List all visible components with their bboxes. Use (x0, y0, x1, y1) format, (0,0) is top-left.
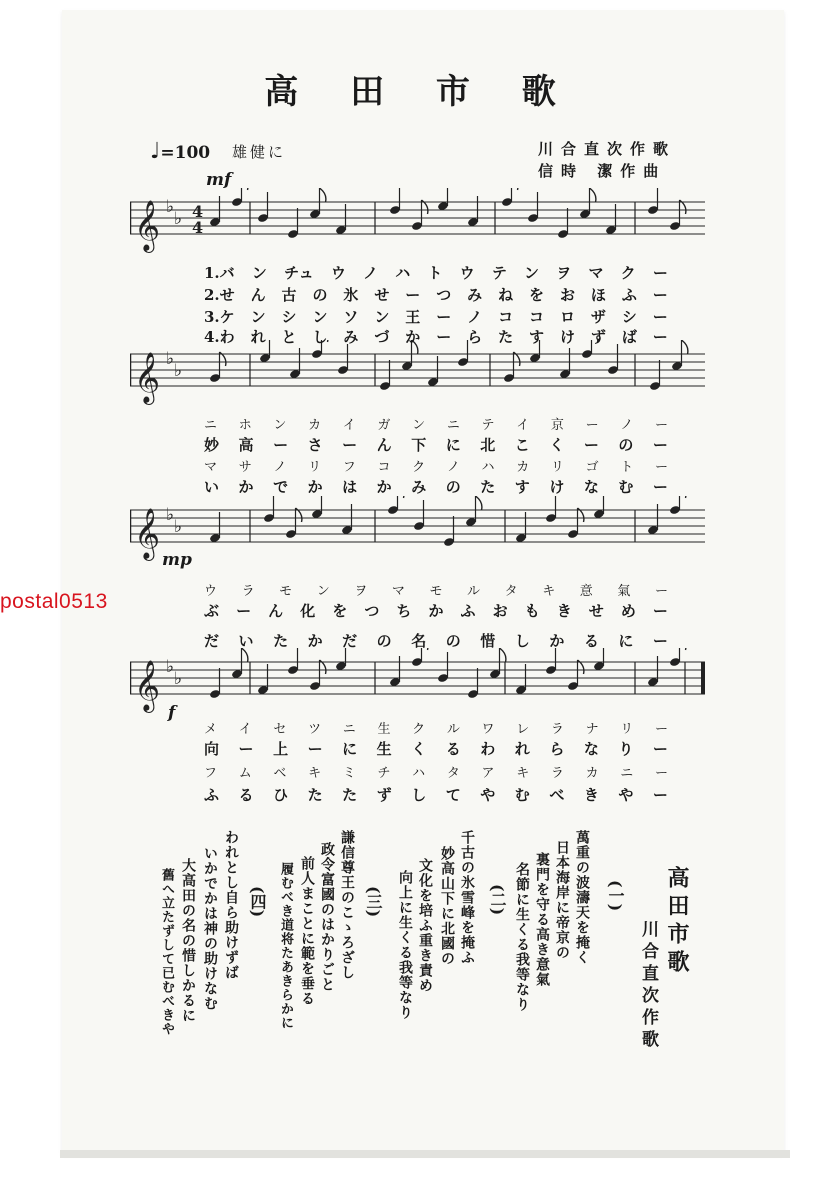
lyric-syllable: か (549, 632, 565, 650)
lyric-syllable: の (445, 478, 461, 496)
lyric-syllable: ン (251, 264, 267, 282)
page-shadow (60, 1150, 790, 1158)
treble-clef-icon: 𝄞 (134, 200, 161, 251)
lyric-syllable: き (556, 602, 572, 620)
staff-3 (130, 496, 710, 566)
flat-icon: ♭ (166, 197, 175, 217)
verse-2-line-3: 文化を培ふ重き責め (417, 858, 433, 993)
lyric-syllable: か (238, 478, 254, 496)
lyric-syllable: ニ (620, 766, 634, 781)
lyric-syllable: モ (279, 584, 293, 599)
verse-3-line-4: 履むべき道将たあきらかに (278, 862, 293, 1030)
lyric-syllable: な (583, 478, 599, 496)
lyric-syllable: ニ (204, 418, 218, 433)
verse-4-line-2: いかでかは神の助けなむ (202, 846, 218, 1011)
lyric-syllable: ウ (459, 264, 475, 282)
flat-icon: ♭ (166, 657, 175, 677)
lyric-syllable: ツ (308, 722, 322, 737)
lyric-syllable: ー (236, 602, 252, 620)
lyric-syllable: ね (498, 286, 514, 304)
lyric-syllable: み (343, 328, 359, 346)
lyric-syllable: か (428, 602, 444, 620)
lyric-syllable: す (529, 328, 545, 346)
lyric-syllable: キ (308, 766, 322, 781)
lyric-syllable: ト (620, 460, 634, 475)
lyric-syllable: チュ (284, 264, 314, 282)
lyric-syllable: ン (250, 308, 266, 326)
lyric-syllable: カ (585, 766, 599, 781)
song-title: 高 田 市 歌 (264, 72, 576, 112)
lyric-syllable: だ (204, 632, 220, 650)
lyric-syllable: ら (467, 328, 483, 346)
lyric-syllable: イ (342, 418, 356, 433)
lyric-syllable: リ (550, 460, 564, 475)
lyric-syllable: 3.ケ (204, 308, 235, 326)
lyric-syllable: い (204, 478, 220, 496)
staff-2 (130, 340, 710, 410)
lyric-syllable: ー (436, 308, 452, 326)
lyric-syllable: ー (583, 436, 599, 454)
lyric-syllable: わ (480, 740, 496, 758)
dynamic-mf: mf (206, 170, 232, 190)
lyric-syllable: に (342, 740, 358, 758)
lyric-syllable: シ (621, 308, 637, 326)
verse-3-line-1: 謙信尊王のこゝろざし (339, 830, 355, 980)
lyric-syllable: ク (412, 722, 426, 737)
lyric-syllable: ア (481, 766, 495, 781)
treble-clef-icon: 𝄞 (134, 508, 161, 559)
lyric-row (204, 326, 668, 347)
lyric-syllable: ー (652, 478, 668, 496)
lyric-syllable: 高 (238, 436, 254, 454)
lyric-syllable: モ (429, 584, 443, 599)
side-author: 川合直次作歌 (638, 920, 658, 1052)
lyric-syllable: を (332, 602, 348, 620)
lyric-row (204, 718, 668, 737)
lyric-syllable: ん (268, 602, 284, 620)
lyric-syllable: け (559, 328, 575, 346)
lyric-syllable: ひ (273, 786, 289, 804)
lyric-syllable: ん (376, 436, 392, 454)
lyric-syllable: 上 (273, 740, 289, 758)
lyric-syllable: 生 (376, 740, 392, 758)
lyric-syllable: キ (516, 766, 530, 781)
lyric-syllable: 2.せ (204, 286, 235, 304)
lyric-syllable: ハ (395, 264, 411, 282)
lyric-syllable: セ (273, 722, 287, 737)
lyric-syllable: テ (491, 264, 507, 282)
lyric-syllable: キ (542, 584, 556, 599)
composer-credit: 信時 潔作曲 (538, 162, 667, 180)
lyric-syllable: で (273, 478, 289, 496)
lyric-syllable: ー (654, 766, 668, 781)
time-signature: 4 (192, 218, 204, 237)
lyric-syllable: し (411, 786, 427, 804)
lyric-syllable: 惜 (480, 632, 496, 650)
lyric-syllable: く (549, 436, 565, 454)
quarter-note-icon: ♩ (150, 138, 161, 164)
lyric-syllable: く (411, 740, 427, 758)
lyric-syllable: ー (654, 584, 668, 599)
lyric-syllable: 4.わ (204, 328, 235, 346)
lyric-syllable: ナ (585, 722, 599, 737)
lyric-syllable: ベ (273, 766, 287, 781)
verse-1-line-2: 日本海岸に帝京の (554, 840, 570, 960)
verse-2-line-1: 千古の氷雪峰を掩ふ (459, 830, 475, 965)
lyric-syllable: こ (514, 436, 530, 454)
flat-icon: ♭ (174, 209, 183, 229)
lyric-syllable: し (312, 328, 328, 346)
lyric-syllable: チ (377, 766, 391, 781)
lyric-syllable: む (618, 478, 634, 496)
lyric-syllable: フ (204, 766, 218, 781)
side-title: 高田市歌 (664, 866, 690, 978)
verse-4-line-1: われとし自ら助けずば (223, 830, 239, 980)
lyric-syllable: の (312, 286, 328, 304)
flat-icon: ♭ (174, 669, 183, 689)
lyric-syllable: サ (238, 460, 252, 475)
lyric-syllable: ー (652, 328, 668, 346)
verse-3-line-3: 前人まことに範を垂る (299, 856, 315, 1006)
lyric-syllable: ホ (238, 418, 252, 433)
lyric-syllable: 下 (411, 436, 427, 454)
lyric-syllable: コ (377, 460, 391, 475)
lyric-syllable: ン (412, 418, 426, 433)
verse-4-line-3: 大高田の名の惜しかるに (180, 858, 196, 1023)
verse-4-line-4: 舊へ立たずして已むべきや (159, 868, 174, 1036)
lyric-syllable: ン (316, 584, 330, 599)
lyric-syllable: ウ (330, 264, 346, 282)
lyric-syllable: り (618, 740, 634, 758)
lyric-syllable: ふ (460, 602, 476, 620)
lyric-syllable: か (376, 478, 392, 496)
lyric-syllable: ン (524, 264, 540, 282)
lyric-syllable: ラ (550, 722, 564, 737)
lyric-syllable: に (618, 632, 634, 650)
lyric-syllable: な (583, 740, 599, 758)
lyricist-credit: 川合直次作歌 (538, 140, 677, 158)
lyric-syllable: ー (652, 308, 668, 326)
lyric-syllable: カ (516, 460, 530, 475)
lyric-syllable: ハ (412, 766, 426, 781)
lyric-syllable: ソ (343, 308, 359, 326)
lyric-syllable: ー (436, 328, 452, 346)
lyric-syllable: た (498, 328, 514, 346)
lyric-syllable: ニ (446, 418, 460, 433)
lyric-syllable: ー (652, 602, 668, 620)
lyric-syllable: べ (549, 786, 565, 804)
lyric-syllable: 氷 (343, 286, 359, 304)
staff-1 (130, 188, 710, 258)
lyric-syllable: せ (588, 602, 604, 620)
lyric-syllable: る (583, 632, 599, 650)
tempo-value: =100 (160, 143, 211, 163)
lyric-row (204, 306, 668, 327)
lyric-syllable: シ (281, 308, 297, 326)
lyric-syllable: ー (654, 460, 668, 475)
lyric-syllable: ム (238, 766, 252, 781)
lyric-syllable: ロ (559, 308, 575, 326)
lyric-syllable: を (529, 286, 545, 304)
lyric-syllable: 妙 (204, 436, 220, 454)
lyric-syllable: れ (250, 328, 266, 346)
lyric-syllable: ク (620, 264, 636, 282)
lyric-syllable: や (480, 786, 496, 804)
lyric-syllable: ず (376, 786, 392, 804)
dynamic-f: f (168, 703, 176, 723)
lyric-syllable: ば (621, 328, 637, 346)
lyric-syllable: せ (374, 286, 390, 304)
lyric-syllable: む (514, 786, 530, 804)
lyric-row (204, 414, 668, 433)
lyric-syllable: づ (374, 328, 390, 346)
lyric-syllable: ー (652, 264, 668, 282)
lyric-syllable: つ (364, 602, 380, 620)
lyric-syllable: ず (590, 328, 606, 346)
lyric-syllable: ー (654, 722, 668, 737)
verse-1-line-1: 萬重の波濤天を掩く (574, 830, 590, 965)
lyric-syllable: き (583, 786, 599, 804)
lyric-syllable: み (467, 286, 483, 304)
lyric-syllable: ヲ (556, 264, 572, 282)
tempo-expression: 雄健に (232, 143, 287, 161)
lyric-syllable: 名 (411, 632, 427, 650)
lyric-syllable: フ (342, 460, 356, 475)
lyric-syllable: タ (446, 766, 460, 781)
lyric-row (204, 784, 668, 805)
lyric-syllable: 古 (281, 286, 297, 304)
lyric-syllable: ガ (377, 418, 391, 433)
lyric-syllable: す (514, 478, 530, 496)
lyric-row (204, 476, 668, 497)
lyric-syllable: 氣 (617, 584, 631, 599)
verse-2-line-2: 妙高山下に北國の (439, 846, 455, 966)
lyric-syllable: ノ (446, 460, 460, 475)
lyric-syllable: マ (391, 584, 405, 599)
verse-1-line-4: 名節に生くる我等なり (514, 862, 530, 1012)
verse-2-line-4: 向上に生くる我等なり (397, 870, 413, 1020)
lyric-syllable: ル (446, 722, 460, 737)
lyric-syllable: ラ (241, 584, 255, 599)
lyric-syllable: お (559, 286, 575, 304)
lyric-syllable: み (411, 478, 427, 496)
lyric-syllable: の (445, 632, 461, 650)
lyric-row (204, 738, 668, 759)
lyric-syllable: か (307, 632, 323, 650)
treble-clef-icon: 𝄞 (134, 660, 161, 711)
lyric-row (204, 262, 668, 283)
lyric-syllable: も (524, 602, 540, 620)
flat-icon: ♭ (174, 517, 183, 537)
lyric-row (204, 762, 668, 781)
flat-icon: ♭ (166, 505, 175, 525)
lyric-syllable: リ (620, 722, 634, 737)
lyric-syllable: ふ (204, 786, 220, 804)
lyric-syllable: ら (549, 740, 565, 758)
verse-number-1: (一) (606, 880, 625, 912)
lyric-syllable: い (238, 632, 254, 650)
time-signature: 4 (192, 202, 204, 221)
tempo-marking (150, 138, 210, 164)
lyric-syllable: ノ (620, 418, 634, 433)
lyric-syllable: ほ (590, 286, 606, 304)
dynamic-mp: mp (162, 550, 192, 570)
lyric-syllable: ゴ (585, 460, 599, 475)
lyric-syllable: か (405, 328, 421, 346)
lyric-syllable: メ (204, 722, 218, 737)
lyric-syllable: た (342, 786, 358, 804)
lyric-syllable: ー (405, 286, 421, 304)
verse-number-4: (四) (248, 886, 267, 918)
lyric-syllable: た (307, 786, 323, 804)
lyric-syllable: ふ (621, 286, 637, 304)
lyric-syllable: カ (308, 418, 322, 433)
lyric-syllable: ー (238, 740, 254, 758)
lyric-syllable: レ (516, 722, 530, 737)
lyric-syllable: ワ (481, 722, 495, 737)
lyric-syllable: 京 (550, 418, 564, 433)
lyric-syllable: 向 (204, 740, 220, 758)
lyric-syllable: の (376, 632, 392, 650)
lyric-syllable: ー (654, 418, 668, 433)
watermark-text: postal0513 (0, 590, 108, 613)
lyric-syllable: ン (374, 308, 390, 326)
lyric-row (204, 600, 668, 621)
lyric-row (204, 456, 668, 475)
flat-icon: ♭ (166, 349, 175, 369)
lyric-syllable: る (445, 740, 461, 758)
lyric-row (204, 580, 668, 599)
flat-icon: ♭ (174, 361, 183, 381)
lyric-syllable: 王 (405, 308, 421, 326)
lyric-syllable: だ (342, 632, 358, 650)
lyric-syllable: ー (307, 740, 323, 758)
lyric-syllable: し (514, 632, 530, 650)
verse-number-3: (三) (364, 886, 383, 918)
lyric-syllable: に (445, 436, 461, 454)
lyric-syllable: ち (396, 602, 412, 620)
lyric-syllable: さ (307, 436, 323, 454)
lyric-syllable: イ (238, 722, 252, 737)
lyric-syllable: テ (481, 418, 495, 433)
lyric-syllable: た (273, 632, 289, 650)
lyric-syllable: の (618, 436, 634, 454)
lyric-syllable: ー (585, 418, 599, 433)
lyric-syllable: コ (498, 308, 514, 326)
lyric-syllable: ー (273, 436, 289, 454)
lyric-syllable: ー (652, 632, 668, 650)
lyric-syllable: お (492, 602, 508, 620)
lyric-syllable: ノ (273, 460, 287, 475)
lyric-syllable: て (445, 786, 461, 804)
lyric-syllable: ー (652, 436, 668, 454)
lyric-syllable: ク (412, 460, 426, 475)
lyric-syllable: ザ (590, 308, 606, 326)
lyric-syllable: ー (652, 786, 668, 804)
lyric-syllable: 化 (300, 602, 316, 620)
lyric-syllable: ウ (204, 584, 218, 599)
lyric-syllable: 生 (377, 722, 391, 737)
lyric-syllable: ラ (550, 766, 564, 781)
treble-clef-icon: 𝄞 (134, 352, 161, 403)
lyric-syllable: ル (467, 584, 481, 599)
lyric-syllable: 意 (579, 584, 593, 599)
lyric-syllable: る (238, 786, 254, 804)
lyric-syllable: け (549, 478, 565, 496)
lyric-syllable: ニ (342, 722, 356, 737)
lyric-syllable: 1.バ (204, 264, 235, 282)
lyric-syllable: ん (250, 286, 266, 304)
lyric-syllable: 北 (480, 436, 496, 454)
lyric-syllable: ー (652, 286, 668, 304)
lyric-syllable: め (620, 602, 636, 620)
lyric-row (204, 284, 668, 305)
lyric-syllable: ミ (342, 766, 356, 781)
lyric-syllable: は (342, 478, 358, 496)
lyric-syllable: ン (273, 418, 287, 433)
verse-3-line-2: 政令富國のはかりごと (319, 842, 335, 992)
lyric-syllable: れ (514, 740, 530, 758)
lyric-syllable: ノ (467, 308, 483, 326)
lyric-syllable: ン (312, 308, 328, 326)
verse-number-2: (二) (488, 884, 507, 916)
lyric-syllable: と (281, 328, 297, 346)
lyric-syllable: コ (529, 308, 545, 326)
lyric-syllable: つ (436, 286, 452, 304)
lyric-syllable: ぶ (204, 602, 220, 620)
lyric-syllable: ー (342, 436, 358, 454)
lyric-syllable: ノ (363, 264, 379, 282)
lyric-syllable: や (618, 786, 634, 804)
lyric-syllable: ハ (481, 460, 495, 475)
staff-4 (130, 648, 710, 718)
lyric-syllable: リ (308, 460, 322, 475)
lyric-syllable: た (480, 478, 496, 496)
lyric-syllable: イ (516, 418, 530, 433)
verse-1-line-3: 裏門を守る高き意氣 (534, 852, 550, 987)
lyric-syllable: ヲ (354, 584, 368, 599)
lyric-syllable: マ (204, 460, 218, 475)
lyric-row (204, 630, 668, 651)
lyric-syllable: タ (504, 584, 518, 599)
lyric-row (204, 434, 668, 455)
lyric-syllable: ト (427, 264, 443, 282)
lyric-syllable: マ (588, 264, 604, 282)
lyric-syllable: ー (652, 740, 668, 758)
lyric-syllable: か (307, 478, 323, 496)
